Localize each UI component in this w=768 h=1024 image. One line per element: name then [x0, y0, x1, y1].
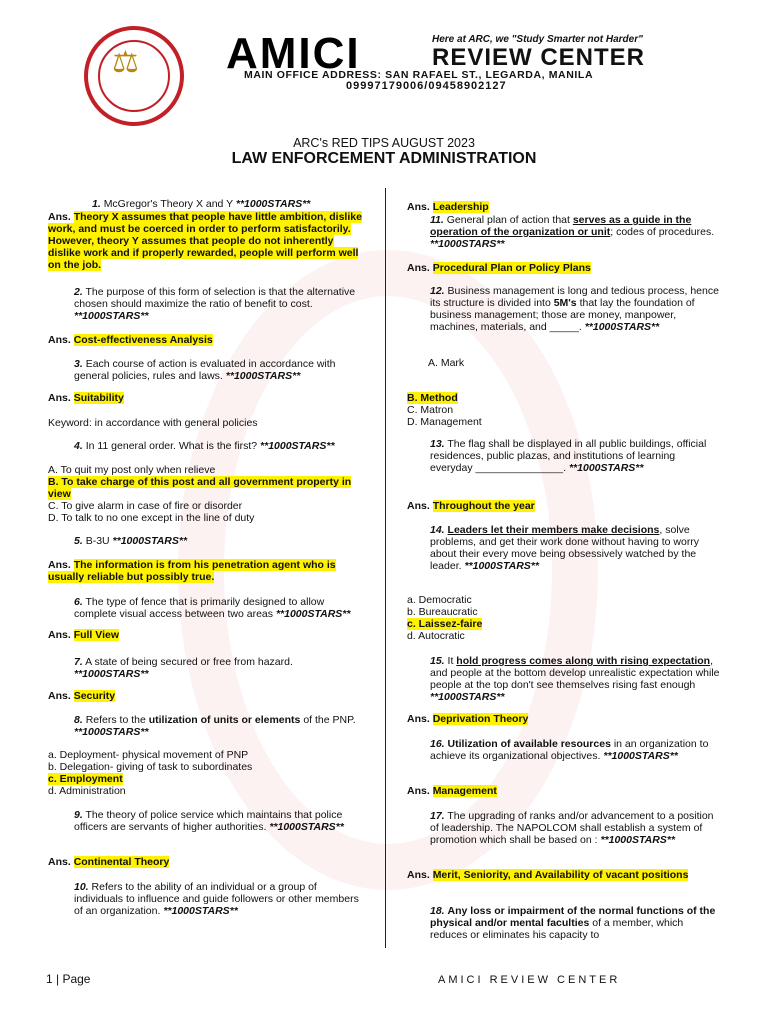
- question-16: 16. Utilization of available resources in an organization to achieve its organizational objectives. **1000STARS**: [430, 738, 709, 762]
- question-8-options: [48, 749, 388, 797]
- option-a: a. Democratic: [407, 594, 472, 606]
- question-12-option-a: A. Mark: [428, 357, 465, 369]
- question-14: 14. Leaders let their members make decisions, solve problems, and get their work done without having to worry about their every move being obsessively watched by the leader. **1000STARS**: [430, 524, 700, 572]
- office-address: MAIN OFFICE ADDRESS: SAN RAFAEL ST., LEGARDA, MANILA: [244, 69, 594, 81]
- question-5: 5. B-3U **1000STARS**: [74, 535, 188, 547]
- question-6: 6. The type of fence that is primarily designed to allow complete visual access between two areas **1000STARS**: [74, 596, 351, 620]
- option-b: b. Delegation- giving of task to subordinates: [48, 761, 253, 773]
- option-d: d. Autocratic: [407, 630, 465, 642]
- answer-9: Ans. Continental Theory: [48, 856, 170, 868]
- option-b: B. Method: [407, 392, 458, 404]
- brand-review-center: REVIEW CENTER: [432, 44, 646, 71]
- doc-title: LAW ENFORCEMENT ADMINISTRATION: [231, 150, 537, 167]
- column-divider: [385, 188, 386, 948]
- answer-5: Ans. The information is from his penetration agent who is usually reliable but possibly true.: [48, 559, 336, 583]
- seal-logo: [84, 26, 184, 126]
- answer-13: Ans. Throughout the year: [407, 500, 535, 512]
- question-3: 3. Each course of action is evaluated in accordance with general policies, rules and laws. **1000STARS**: [74, 358, 336, 382]
- question-7: 7. A state of being secured or free from hazard. **1000STARS**: [74, 656, 293, 680]
- brand-logo: AMICI: [226, 29, 361, 78]
- question-10: 10. Refers to the ability of an individual or a group of individuals to influence and guide followers or other members of an organization. **1000STARS**: [74, 881, 359, 917]
- question-13: 13. The flag shall be displayed in all public buildings, official residences, public plazas, and institutions of learning everyday _______________. **1000STARS**: [430, 438, 707, 474]
- doc-subtitle: ARC's RED TIPS AUGUST 2023: [293, 136, 475, 150]
- option-b: b. Bureaucratic: [407, 606, 478, 618]
- answer-6: Ans. Full View: [48, 629, 120, 641]
- question-11: 11. General plan of action that serves as a guide in the operation of the organization or unit; codes of procedures. **1000STARS**: [430, 214, 715, 250]
- answer-11: Ans. Procedural Plan or Policy Plans: [407, 262, 591, 274]
- option-d: D. To talk to no one except in the line of duty: [48, 512, 255, 524]
- question-15: 15. It hold progress comes along with rising expectation, and people at the bottom develop unrealistic expectation while people at the top don't see themselves rising fast enough **1000STARS**: [430, 655, 720, 703]
- keyword-note: Keyword: in accordance with general policies: [48, 417, 258, 429]
- answer-15: Ans. Deprivation Theory: [407, 713, 529, 725]
- option-c: C. Matron: [407, 404, 454, 416]
- question-18: 18. Any loss or impairment of the normal functions of the physical and/or mental faculties of a member, which reduces or eliminates his capacity to: [430, 905, 716, 941]
- answer-17: Ans. Merit, Seniority, and Availability of vacant positions: [407, 869, 689, 881]
- option-c: C. To give alarm in case of fire or disorder: [48, 500, 243, 512]
- option-a: A. To quit my post only when relieve: [48, 464, 216, 476]
- option-d: d. Administration: [48, 785, 126, 797]
- question-2: 2. The purpose of this form of selection is that the alternative chosen should maximize the ratio of benefit to cost. **1000STARS**: [74, 286, 356, 322]
- question-8: 8. Refers to the utilization of units or elements of the PNP. **1000STARS**: [74, 714, 356, 738]
- question-4: 4. In 11 general order. What is the first? **1000STARS**: [74, 440, 335, 452]
- question-17: 17. The upgrading of ranks and/or advancement to a position of leadership. The NAPOLCOM shall establish a system of promotion which shall be based on : **1000STARS**: [430, 810, 714, 846]
- question-9: 9. The theory of police service which maintains that police officers are servants of higher authorities. **1000STARS**: [74, 809, 344, 833]
- option-b: B. To take charge of this post and all government property in view: [48, 476, 352, 500]
- question-12: 12. Business management is long and tedious process, hence its structure is divided into 5M's that lay the foundation of business management; those are money, manpower, machines, materials, and _____. **1000STARS**: [430, 285, 719, 333]
- footer-center-name: AMICI REVIEW CENTER: [438, 974, 621, 986]
- option-c: c. Laissez-faire: [407, 618, 483, 630]
- answer-2: Ans. Cost-effectiveness Analysis: [48, 334, 213, 346]
- scales-of-justice-icon: ⚖: [112, 46, 139, 79]
- answer-1: Ans. Theory X assumes that people have little ambition, dislike work, and must be coerced in order to perform satisfactorily. However, theory Y assumes that people do not inherently dislike work and if properly rewarded, people will perform well on the job.: [48, 211, 362, 271]
- option-a: a. Deployment- physical movement of PNP: [48, 749, 249, 761]
- answer-16: Ans. Management: [407, 785, 497, 797]
- answer-10: Ans. Leadership: [407, 201, 489, 213]
- answer-7: Ans. Security: [48, 690, 116, 702]
- answer-3: Ans. Suitability: [48, 392, 124, 404]
- question-12-options: [407, 392, 747, 428]
- question-1: 1. McGregor's Theory X and Y **1000STARS**: [92, 198, 311, 210]
- question-14-options: [407, 594, 747, 642]
- page-number: 1 | Page: [46, 972, 91, 986]
- brand-tagline: Here at ARC, we "Study Smarter not Harder": [432, 34, 643, 45]
- option-d: D. Management: [407, 416, 482, 428]
- option-c: c. Employment: [48, 773, 123, 785]
- phone-numbers: 09997179006/09458902127: [346, 80, 507, 92]
- question-4-options: [48, 464, 366, 524]
